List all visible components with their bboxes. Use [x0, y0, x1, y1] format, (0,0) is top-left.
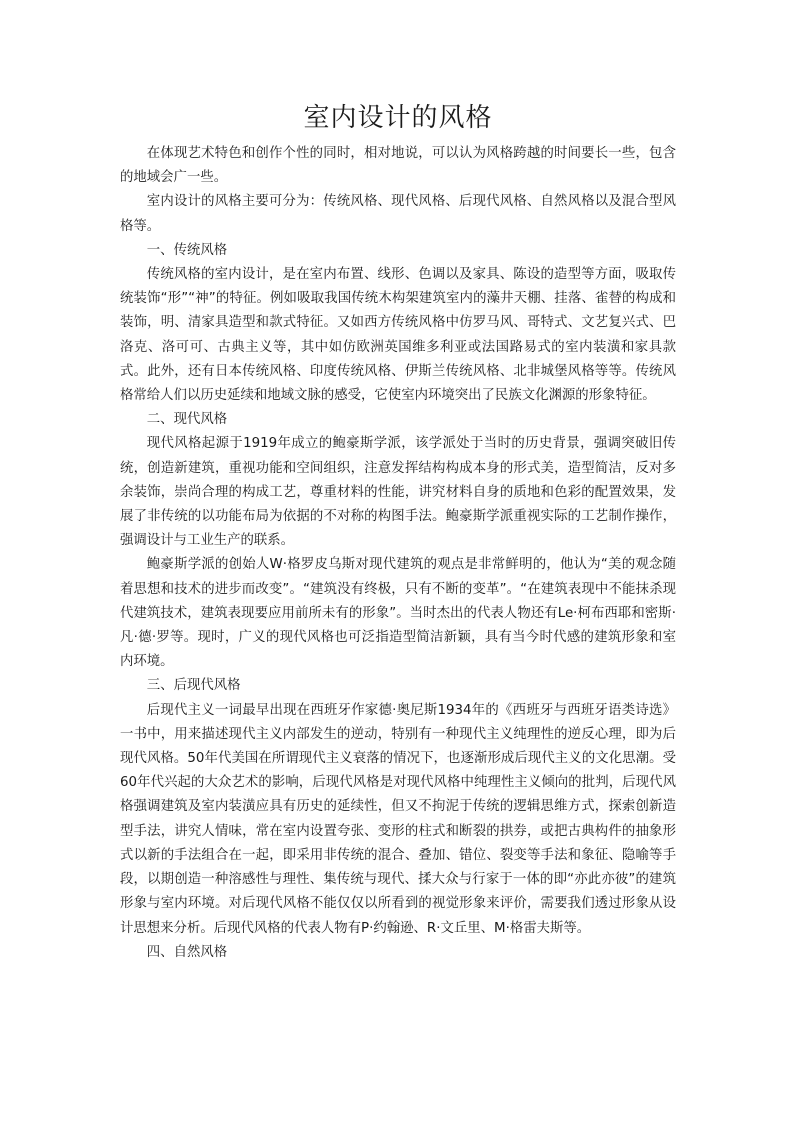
document-page	[120, 98, 676, 965]
section-paragraph: 现代风格起源于1919年成立的鲍豪斯学派，该学派处于当时的历史背景，强调突破旧传统，创造新建筑，重视功能和空间组织，注意发挥结构构成本身的形式美，造型简洁，反对多余装饰，崇尚合理的构成工艺，尊重材料的性能，讲究材料自身的质地和色彩的配置效果，发展了非传统的以功能布局为依据的不对称的构图手法。鲍豪斯学派重视实际的工艺制作操作，强调设计与工业生产的联系。	[120, 436, 676, 549]
section-paragraph: 后现代主义一词最早出现在西班牙作家德·奥尼斯1934年的《西班牙与西班牙语类诗选》一书中，用来描述现代主义内部发生的逆动，特别有一种现代主义纯理性的逆反心理，即为后现代风格。50年代美国在所谓现代主义衰落的情况下，也逐渐形成后现代主义的文化思潮。受60年代兴起的大众艺术的影响，后现代风格是对现代风格中纯理性主义倾向的批判，后现代风格强调建筑及室内装潢应具有历史的延续性，但又不拘泥于传统的逻辑思维方式，探索创新造型手法，讲究人情味，常在室内设置夸张、变形的柱式和断裂的拱券，或把古典构件的抽象形式以新的手法组合在一起，即采用非传统的混合、叠加、错位、裂变等手法和象征、隐喻等手段，以期创造一种溶感性与理性、集传统与现代、揉大众与行家于一体的即“亦此亦彼”的建筑形象与室内环境。对后现代风格不能仅仅以所看到的视觉形象来评价，需要我们透过形象从设计思想来分析。后现代风格的代表人物有P·约翰逊、R·文丘里、M·格雷夫斯等。	[120, 702, 676, 936]
document-title: 室内设计的风格	[303, 103, 493, 133]
section-heading-natural: 四、自然风格	[146, 944, 228, 960]
section-heading-modern: 二、现代风格	[146, 412, 228, 428]
section-paragraph: 鲍豪斯学派的创始人W·格罗皮乌斯对现代建筑的观点是非常鲜明的，他认为“美的观念随着思想和技术的进步而改变”。“建筑没有终极，只有不断的变革”。“在建筑表现中不能抹杀现代建筑技术，建筑表现要应用前所未有的形象”。当时杰出的代表人物还有Le·柯布西耶和密斯·凡·德·罗等。现时，广义的现代风格也可泛指造型简洁新颖，具有当今时代感的建筑形象和室内环境。	[120, 557, 676, 670]
intro-paragraph-1: 在体现艺术特色和创作个性的同时，相对地说，可以认为风格跨越的时间要长一些，包含的地域会广一些。	[120, 146, 676, 186]
section-heading-traditional: 一、传统风格	[146, 242, 228, 258]
intro-paragraph-2: 室内设计的风格主要可分为：传统风格、现代风格、后现代风格、自然风格以及混合型风格等。	[120, 194, 676, 234]
section-heading-postmodern: 三、后现代风格	[146, 678, 241, 694]
section-paragraph: 传统风格的室内设计，是在室内布置、线形、色调以及家具、陈设的造型等方面，吸取传统装饰“形”“神”的特征。例如吸取我国传统木构架建筑室内的藻井天棚、挂落、雀替的构成和装饰，明、清家具造型和款式特征。又如西方传统风格中仿罗马风、哥特式、文艺复兴式、巴洛克、洛可可、古典主义等，其中如仿欧洲英国维多利亚或法国路易式的室内装潢和家具款式。此外，还有日本传统风格、印度传统风格、伊斯兰传统风格、北非城堡风格等等。传统风格常给人们以历史延续和地域文脉的感受，它使室内环境突出了民族文化渊源的形象特征。	[120, 267, 676, 404]
